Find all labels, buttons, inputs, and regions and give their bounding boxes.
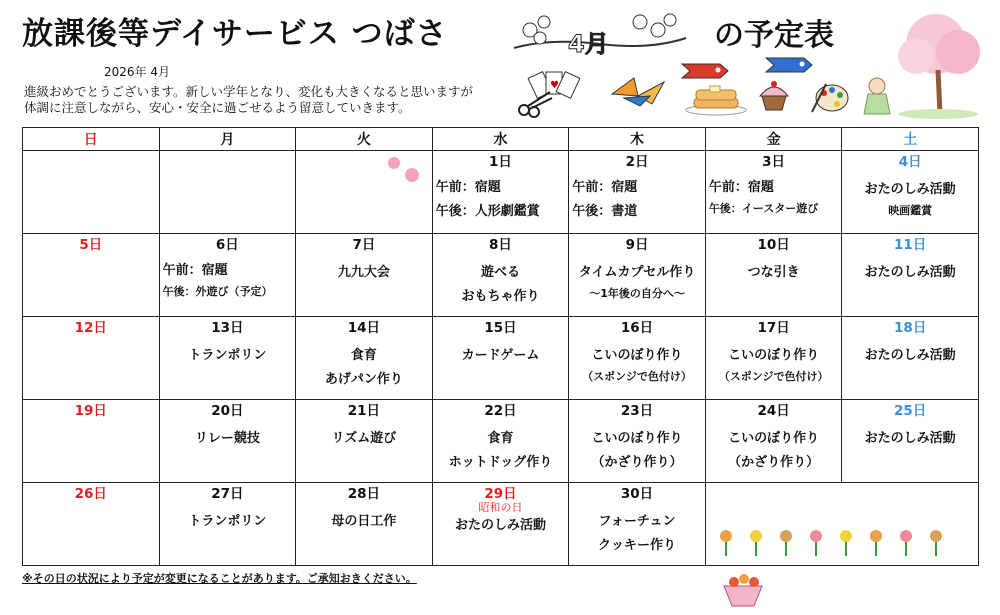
day-cell	[432, 151, 569, 234]
activity-text: 午前：宿題	[708, 180, 774, 195]
day-cell	[23, 317, 160, 400]
weekday-sat: 土	[842, 128, 979, 151]
activity-text: 母の日工作	[331, 514, 397, 529]
activity-text: 映画鑑賞	[888, 204, 933, 217]
day-number: 12日	[74, 320, 107, 336]
holiday-label: 昭和の日	[478, 501, 523, 514]
day-number: 8日	[489, 237, 512, 253]
activity-text: あげパン作り	[324, 372, 403, 387]
day-cell	[432, 400, 569, 483]
activity-text: おたのしみ活動	[864, 265, 956, 280]
month-badge: 4月	[568, 30, 609, 58]
day-number: 24日	[757, 403, 790, 419]
day-number: 21日	[347, 403, 381, 419]
paint-palette-icon	[810, 78, 850, 114]
day-cell	[23, 483, 160, 566]
day-number: 19日	[74, 403, 107, 419]
activity-text: 午後：外遊び（予定）	[162, 285, 273, 298]
day-cell	[842, 234, 979, 317]
intro-text	[24, 84, 473, 116]
activity-text: （スポンジで色付け）	[582, 370, 692, 383]
day-number: 14日	[347, 320, 381, 336]
day-cell	[296, 151, 433, 234]
activity-text: おたのしみ活動	[864, 182, 956, 197]
activity-text: おたのしみ活動	[864, 431, 956, 446]
activity-text: カードゲーム	[461, 348, 540, 363]
activity-text: 午前：宿題	[435, 180, 501, 195]
activity-text: トランポリン	[188, 514, 267, 529]
day-cell	[705, 400, 842, 483]
activity-text: 食育	[350, 348, 377, 363]
day-cell	[296, 234, 433, 317]
day-number: 25日	[894, 403, 927, 419]
day-number: 22日	[484, 403, 517, 419]
year-month: 2026年 4月	[104, 65, 170, 79]
day-cell	[23, 151, 160, 234]
title-suffix: の予定表	[714, 18, 834, 53]
day-cell	[842, 400, 979, 483]
weekday-header-row	[23, 128, 979, 151]
day-cell	[159, 151, 296, 234]
activity-text: 午前：宿題	[572, 180, 638, 195]
day-number: 28日	[347, 486, 381, 502]
week-row	[23, 317, 979, 400]
day-cell	[296, 483, 433, 566]
activity-text: クッキー作り	[598, 538, 677, 553]
month-banner	[510, 8, 688, 64]
activity-text: 午後：イースター遊び	[708, 202, 819, 215]
activity-text: 遊べる	[480, 265, 520, 280]
activity-text: フォーチュン	[598, 514, 676, 529]
day-cell	[569, 400, 706, 483]
day-cell	[296, 400, 433, 483]
flower-basket-icon	[718, 570, 768, 610]
day-number: 23日	[620, 403, 654, 419]
cupcake-icon	[756, 78, 792, 112]
child-icon	[860, 76, 894, 116]
svg-text:♥: ♥	[550, 80, 559, 91]
day-cell	[432, 317, 569, 400]
day-cell	[569, 483, 706, 566]
day-cell	[569, 151, 706, 234]
activity-text: （かざり作り）	[591, 455, 683, 470]
pancake-icon	[684, 80, 748, 116]
day-number: 4日	[898, 154, 922, 170]
activity-text: 食育	[487, 431, 514, 446]
activity-text: こいのぼり作り	[591, 348, 683, 363]
day-cell	[159, 317, 296, 400]
weekday-thu: 木	[569, 128, 706, 151]
day-number: 11日	[894, 237, 927, 253]
day-number: 1日	[489, 154, 512, 170]
day-cell	[705, 483, 978, 566]
day-cell	[159, 234, 296, 317]
day-number: 15日	[484, 320, 517, 336]
day-cell	[705, 317, 842, 400]
day-cell	[296, 317, 433, 400]
day-cell	[432, 234, 569, 317]
day-number: 26日	[74, 486, 107, 502]
day-cell	[842, 151, 979, 234]
day-cell	[432, 483, 569, 566]
weekday-wed: 水	[432, 128, 569, 151]
day-number: 3日	[762, 154, 786, 170]
activity-text: リズム遊び	[331, 431, 397, 446]
weekday-tue: 火	[296, 128, 433, 151]
weekday-mon: 月	[159, 128, 296, 151]
day-number: 18日	[894, 320, 927, 336]
day-cell	[23, 400, 160, 483]
activity-text: 午後：書道	[572, 204, 638, 219]
day-number: 13日	[211, 320, 244, 336]
day-number: 2日	[625, 154, 649, 170]
activity-text: タイムカプセル作り	[578, 265, 696, 280]
day-cell	[159, 483, 296, 566]
activity-text: こいのぼり作り	[728, 431, 820, 446]
weekday-sun: 日	[23, 128, 160, 151]
day-cell	[842, 317, 979, 400]
day-cell	[705, 234, 842, 317]
activity-text: ホットドッグ作り	[448, 455, 553, 470]
day-number: 7日	[352, 237, 376, 253]
day-number: 17日	[757, 320, 790, 336]
day-number: 27日	[211, 486, 244, 502]
day-number: 16日	[620, 320, 654, 336]
footnote: ※その日の状況により予定が変更になることがあります。ご承知おきください。	[22, 572, 417, 585]
day-number: 29日	[484, 486, 517, 502]
activity-text: ～1年後の自分へ～	[589, 287, 685, 300]
activity-text: こいのぼり作り	[591, 431, 683, 446]
page-title: 放課後等デイサービス つばさ	[22, 16, 448, 52]
activity-text: つな引き	[747, 265, 800, 280]
intro-line-1: 進級おめでとうございます。新しい学年となり、変化も大きくなると思いますが	[24, 84, 474, 99]
activity-text: 午後：人形劇鑑賞	[435, 204, 540, 219]
activity-text: トランポリン	[188, 348, 267, 363]
activity-text: リレー競技	[194, 431, 260, 446]
week-row	[23, 483, 979, 566]
day-number: 9日	[625, 237, 649, 253]
activity-text: 午前：宿題	[162, 263, 228, 278]
week-row	[23, 151, 979, 234]
day-cell	[705, 151, 842, 234]
activity-text: こいのぼり作り	[728, 348, 820, 363]
activity-text: 九九大会	[337, 265, 390, 280]
calendar-body	[23, 151, 979, 566]
calendar-table	[22, 127, 979, 566]
day-number: 6日	[215, 237, 239, 253]
scissors-icon	[516, 90, 556, 118]
activity-text: おもちゃ作り	[461, 289, 540, 304]
day-cell	[569, 234, 706, 317]
day-cell	[159, 400, 296, 483]
day-cell	[569, 317, 706, 400]
activity-text: おたのしみ活動	[864, 348, 956, 363]
activity-text: （かざり作り）	[728, 455, 820, 470]
day-number: 10日	[757, 237, 790, 253]
intro-line-2: 体調に注意しながら、安心・安全に過ごせるよう留意していきます。	[24, 100, 411, 115]
origami-crane-icon	[610, 76, 666, 108]
day-cell	[23, 234, 160, 317]
activity-text: おたのしみ活動	[454, 518, 546, 533]
cherry-tree-icon	[892, 10, 984, 120]
week-row	[23, 400, 979, 483]
week-row	[23, 234, 979, 317]
day-number: 30日	[620, 486, 654, 502]
day-number: 20日	[211, 403, 244, 419]
weekday-fri: 金	[705, 128, 842, 151]
activity-text: （スポンジで色付け）	[718, 370, 829, 383]
day-number: 5日	[79, 237, 103, 253]
